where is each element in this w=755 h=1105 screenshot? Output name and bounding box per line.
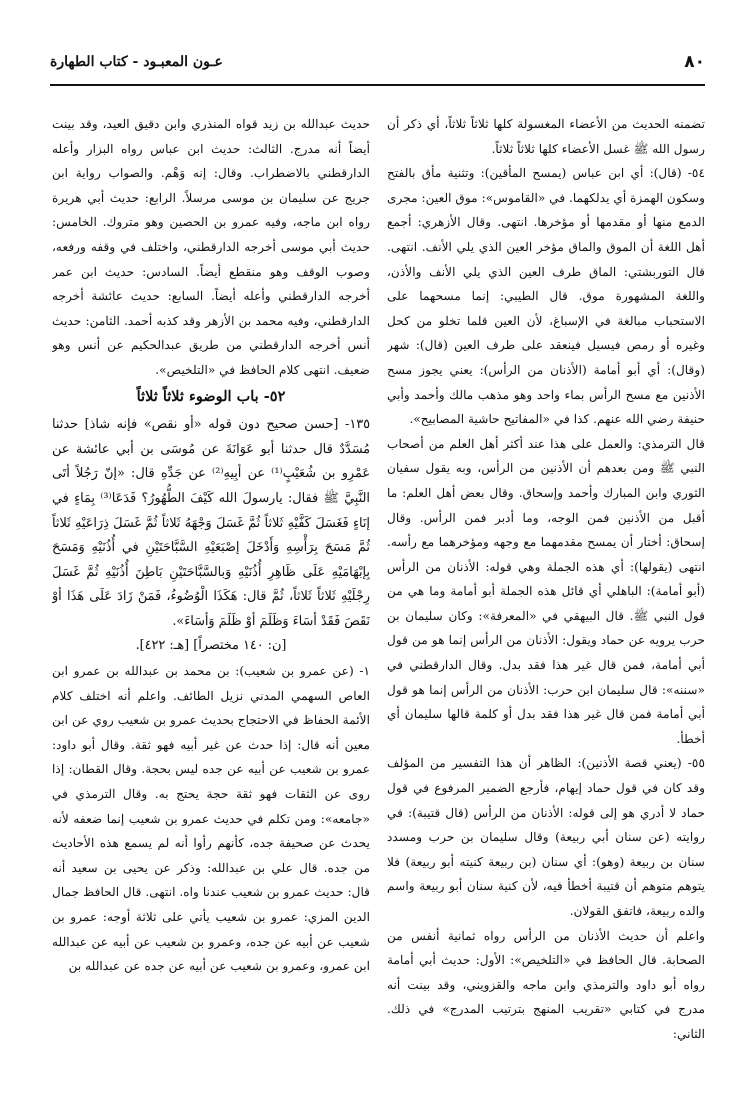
- paragraph: واعلم أن حديث الأذنان من الرأس رواه ثمانية أنفس من الصحابة. قال الحافظ في «التلخيص»: الأول: حديث أبي أمامة رواه أبو داود والترمذي وابن ماجه والقزويني، وقد بينت أنه مدرج في كتابي «تقريب المنهج بترتيب المدرج» في ذلك. الثاني:: [387, 928, 705, 1041]
- hadith-text: ١٣٥- [حسن صحيح دون قوله «أو نقص» فإنه شاذ] حدثنا مُسَدَّدٌ قال حدثنا أبو عَوَانَةَ عن مُوسَى بن أبي عائشة عن عَمْرِو بن شُعَيْبٍ⁽¹⁾ عن أبِيهِ⁽²⁾ عن جَدِّهِ قال: «إنّ رَجُلاً أتَى النَّبِيَّ ﷺ فقال: يارسولَ الله كَيْفَ الطُّهُورُ؟ فَدَعَا⁽³⁾ بِمَاءٍ في إنَاءٍ فَغَسَلَ كَفَّيْهِ ثَلاثاً ثُمَّ غَسَلَ وَجْهَهُ ثَلاثاً ثُمَّ غَسَلَ ذِرَاعَيْهِ ثَلاثاً ثُمَّ مَسَحَ بِرَأْسِهِ وَأَدْخَلَ إصْبَعَيْهِ السَّبَّاحَتَيْنِ في أُذُنَيْهِ وَمَسَحَ بِإبْهَامَيْهِ عَلَى ظَاهِرِ أُذُنَيْهِ وَبالسَّبَّاحَتَيْنِ بَاطِنَ أُذُنَيْهِ ثُمَّ غَسَلَ رِجْلَيْهِ ثَلاثاً ثَلاثاً، ثُمَّ قال: هَكَذَا الْوُضُوءُ، فَمَنْ زَادَ عَلَى هَذَا أوْ نَقَصَ فَقَدْ أسَاءَ وَظَلَمَ أوْ ظَلَمَ وَأسَاءَ».: [52, 417, 370, 629]
- left-column: [52, 112, 370, 1087]
- running-title: عـون المعبـود - كتاب الطهارة: [50, 54, 223, 70]
- paragraph: ٥٥- (يعني قصة الأذنين): الظاهر أن هذا التفسير من المؤلف وقد كان في قول حماد إيهام، فأرجع الضمير المرفوع في قول حماد لا أدري هو إلى قوله: الأذنان من الرأس (قال قتيبة): في روايته (عن سنان أبي ربيعة) وقال سليمان بن حرب ومسدد سنان بن ربيعة (وهو): أي سنان (بن ربيعة كنيته أبو ربيعة) فلا يتوهم متوهم أن قتيبة أخطأ فيه، لأن كنية سنان أبو ربيعة واسم والده ربيعة، فاتفق القولان.: [387, 756, 705, 918]
- paragraph: ٥٤- (قال): أي ابن عباس (يمسح المأقين): وتثنية مأق بالفتح وسكون الهمزة أي يدلكهما. في «القاموس»: موق العين: مجرى الدمع منها أو مقدمها أو مؤخرها. انتهى. وقال الأزهري: أجمع أهل اللغة أن الموق والماق مؤخر العين الذي يلي الأنف. انتهى. قال التوربشتي: الماق طرف العين الذي يلي الأنف والأذن، واللغة المشهورة موق. قال الطيبي: إنما مسحهما على الاستحباب مبالغة في الإسباغ، لأن العين قلما تخلو من كحل وغيره أو رمص فيسيل فينعقد على طرف العين (قال): شهر (وقال): أي أبو أمامة (الأذنان من الرأس): يعني يجوز مسح الأذنين مع مسح الرأس بماء واحد وهو مذهب مالك وأحمد وأبي حنيفة رضي الله عنهم. كذا في «المفاتيح حاشية المصابيح».: [387, 166, 705, 427]
- chapter-heading: ٥٢- باب الوضوء ثلاثاً ثلاثاً: [136, 387, 286, 405]
- footnote: ١- (عن عمرو بن شعيب): بن محمد بن عبدالله بن عمرو ابن العاص السهمي المدني نزيل الطائف. واعلم أنه اختلف كلام الأئمة الحفاظ في الاحتجاج بحديث عمرو بن شعيب روي عن ابن معين أنه قال: إذا حدث عن غير أبيه فهو ثقة. وقال أبو داود: عمرو بن شعيب عن أبيه عن جده ليس بحجة. وقال القطان: إذا روى عن الثقات فهو ثقة حجة يحتج به. وقال الترمذي في «جامعه»: ومن تكلم في حديث عمرو بن شعيب إنما ضعفه لأنه يحدث عن صحيفة جده، كأنهم رأوا أنه لم يسمع هذه الأحاديث من جده. قال علي بن عبدالله: وذكر عن يحيى بن سعيد أنه قال: حديث عمرو بن شعيب عندنا واه. انتهى. قال الحافظ جمال الدين المزي: عمرو بن شعيب يأتي على ثلاثة أوجه: عمرو بن شعيب عن أبيه عن جده، وعمرو بن شعيب عن أبيه عن عبدالله ابن عمرو، وعمرو بن شعيب عن أبيه عن جده عن عبدالله بن: [52, 664, 370, 974]
- header-rule: [50, 84, 705, 86]
- hadith-reference: [ن: ١٤٠ مختصراً] [هـ: ٤٢٢].: [135, 638, 287, 654]
- page-header: [50, 52, 705, 78]
- paragraph: قال الترمذي: والعمل على هذا عند أكثر أهل العلم من أصحاب النبي ﷺ ومن بعدهم أن الأذنين من الرأس، وبه يقول سفيان الثوري وابن المبارك وأحمد وإسحاق. وقال بعض أهل العلم: ما أقبل من الأذنين فمن الوجه، وما أدبر فمن الرأس. وقال إسحاق: أختار أن يمسح مقدمهما مع وجهه ومؤخرهما مع رأسه. انتهى (يقولها): أي هذه الجملة وهي قوله: الأذنان من الرأس (أبو أمامة): الباهلي أي قائل هذه الجملة أبو أمامة وما هي من قول النبي ﷺ. قال البيهقي في «المعرفة»: وكان سليمان بن حرب يرويه عن حماد ويقول: الأذنان من الرأس إنما هو من قول أبي أمامة، فمن قال غير هذا فقد بدل. وقال الدارقطني في «سننه»: قال سليمان ابن حرب: الأذنان من الرأس إنما هو قول أبي أمامة فمن قال غير هذا فقد بدل أو كلمة قالها سليمان أي أخطأ.: [387, 436, 705, 746]
- right-column: [387, 112, 705, 1087]
- page-number: ٨٠: [684, 52, 705, 72]
- paragraph: حديث عبدالله بن زيد قواه المنذري وابن دقيق العيد، وقد بينت أيضاً أنه مدرج. الثالث: حديث ابن عباس رواه البزار وأعله الدارقطني بالاضطراب. وقال: إنه وَهْم. والصواب رواية ابن جريج عن سليمان بن موسى مرسلاً. الرابع: حديث أبي هريرة رواه ابن ماجه، وفيه عمرو بن الحصين وهو متروك. الخامس: حديث أبي موسى أخرجه الدارقطني، واختلف في وقفه ورفعه، وصوب الوقف وهو منقطع أيضاً. السادس: حديث ابن عمر أخرجه الدارقطني وأعله أيضاً. السابع: حديث عائشة أخرجه الدارقطني، وفيه محمد بن الأزهر وقد كذبه أحمد. الثامن: حديث أنس أخرجه الدارقطني من طريق عبدالحكيم عن أنس وهو ضعيف. انتهى كلام الحافظ في «التلخيص».: [52, 117, 370, 377]
- paragraph: تضمنه الحديث من الأعضاء المغسولة كلها ثلاثاً ثلاثاً، أي ذكر أن رسول الله ﷺ غسل الأعضاء كلها ثلاثاً ثلاثاً.: [387, 117, 705, 156]
